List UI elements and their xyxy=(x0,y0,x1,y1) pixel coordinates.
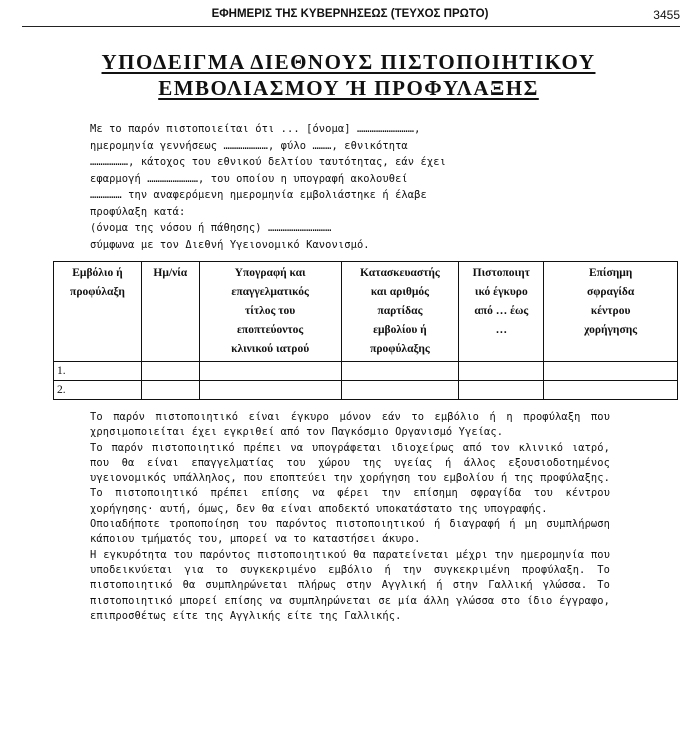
header-signature: Υπογραφή και επαγγελματικός τίτλος του εποπτεύοντος κλινικού ιατρού xyxy=(199,262,341,362)
vaccination-table xyxy=(53,261,678,400)
note-paragraph: Το παρόν πιστοποιητικό είναι έγκυρο μόνον εάν το εμβόλιο ή η προφύλαξη που χρησιμοποιείται έχει εγκριθεί από τον Παγκόσμιο Οργανισμό Υγείας. xyxy=(90,411,610,439)
row-number: 2. xyxy=(54,381,142,400)
table-cell xyxy=(199,362,341,381)
table-cell xyxy=(544,362,678,381)
table-cell xyxy=(544,381,678,400)
certificate-intro xyxy=(90,121,610,253)
intro-line: …………… την αναφερόμενη ημερομηνία εμβολιάστηκε ή έλαβε xyxy=(90,189,427,201)
running-header xyxy=(20,8,680,24)
table-cell xyxy=(141,381,199,400)
note-paragraph: Οποιαδήποτε τροποποίηση του παρόντος πιστοποιητικού ή διαγραφή ή μη συμπλήρωση κάποιου τμήματός του, μπορεί να το καταστήσει άκυρο. xyxy=(90,518,610,546)
table-header-row xyxy=(54,262,678,362)
note-paragraph: Η εγκυρότητα του παρόντος πιστοποιητικού θα παρατείνεται μέχρι την ημερομηνία που υποδεικνύεται για το συγκεκριμένο εμβόλιο ή την συγκεκριμένη προφύλαξη. Το πιστοποιητικό θα συμπληρώνεται πλήρως στην Αγγλική ή στην Γαλλική γλώσσα. Το πιστοποιητικό μπορεί επίσης να συμπληρώνεται σε μία άλλη γλώσσα στο ίδιο έγγραφο, επιπροσθέτως είτε της Αγγλικής είτε της Γαλλικής. xyxy=(90,548,610,622)
certificate-notes xyxy=(90,410,610,624)
table-row xyxy=(54,381,678,400)
header-rule xyxy=(22,26,680,27)
note-paragraph: Το παρόν πιστοποιητικό πρέπει να υπογράφεται ιδιοχείρως από τον κλινικό ιατρό, που θα είναι επαγγελματίας του χώρου της υγείας ή άλλος εξουσιοδοτημένος υγειονομικός υπάλληλος, που εποπτεύει την χορήγηση του εμβολίου ή της προφύλαξης. Το πιστοποιητικό πρέπει επίσης να φέρει την επίσημη σφραγίδα του κέντρου χορήγησης· αυτή, όμως, δεν θα είναι αποδεκτό υποκατάστατο της υπογραφής. xyxy=(90,441,610,515)
header-vaccine: Εμβόλιο ή προφύλαξη xyxy=(54,262,142,362)
header-date: Ημ/νία xyxy=(141,262,199,362)
table-cell xyxy=(459,381,544,400)
intro-line: Με το παρόν πιστοποιείται ότι ... [όνομα] ………………………, xyxy=(90,123,421,135)
document-title-line-2: ΕΜΒΟΛΙΑΣΜΟΥ Ή ΠΡΟΦΥΛΑΞΗΣ xyxy=(158,76,539,100)
table-cell xyxy=(341,362,459,381)
header-stamp: Επίσημη σφραγίδα κέντρου χορήγησης xyxy=(544,262,678,362)
table-cell xyxy=(141,362,199,381)
intro-line: (όνομα της νόσου ή πάθησης) ………………………… xyxy=(90,222,332,234)
page-number: 3455 xyxy=(653,8,680,22)
table-row xyxy=(54,362,678,381)
header-validity: Πιστοποιητ ικό έγκυρο από … έως … xyxy=(459,262,544,362)
intro-line: ………………, κάτοχος του εθνικού δελτίου ταυτότητας, εάν έχει xyxy=(90,156,446,168)
table-cell xyxy=(341,381,459,400)
intro-line: προφύλαξη κατά: xyxy=(90,205,186,218)
intro-line: εφαρμογή ……………………, του οποίου η υπογραφή ακολουθεί xyxy=(90,172,408,185)
intro-line: ημερομηνία γεννήσεως …………………, φύλο ………, εθνικότητα xyxy=(90,139,408,152)
table-cell xyxy=(459,362,544,381)
running-title: ΕΦΗΜΕΡΙΣ ΤΗΣ ΚΥΒΕΡΝΗΣΕΩΣ (ΤΕΥΧΟΣ ΠΡΩΤΟ) xyxy=(211,8,489,20)
document-title-line-1: ΥΠΟΔΕΙΓΜΑ ΔΙΕΘΝΟΥΣ ΠΙΣΤΟΠΟΙΗΤΙΚΟΥ xyxy=(101,50,596,74)
intro-line: σύμφωνα με τον Διεθνή Υγειονομικό Κανονισμό. xyxy=(90,238,370,251)
header-manufacturer: Κατασκευαστής και αριθμός παρτίδας εμβολίου ή προφύλαξης xyxy=(341,262,459,362)
table-cell xyxy=(199,381,341,400)
row-number: 1. xyxy=(54,362,142,381)
